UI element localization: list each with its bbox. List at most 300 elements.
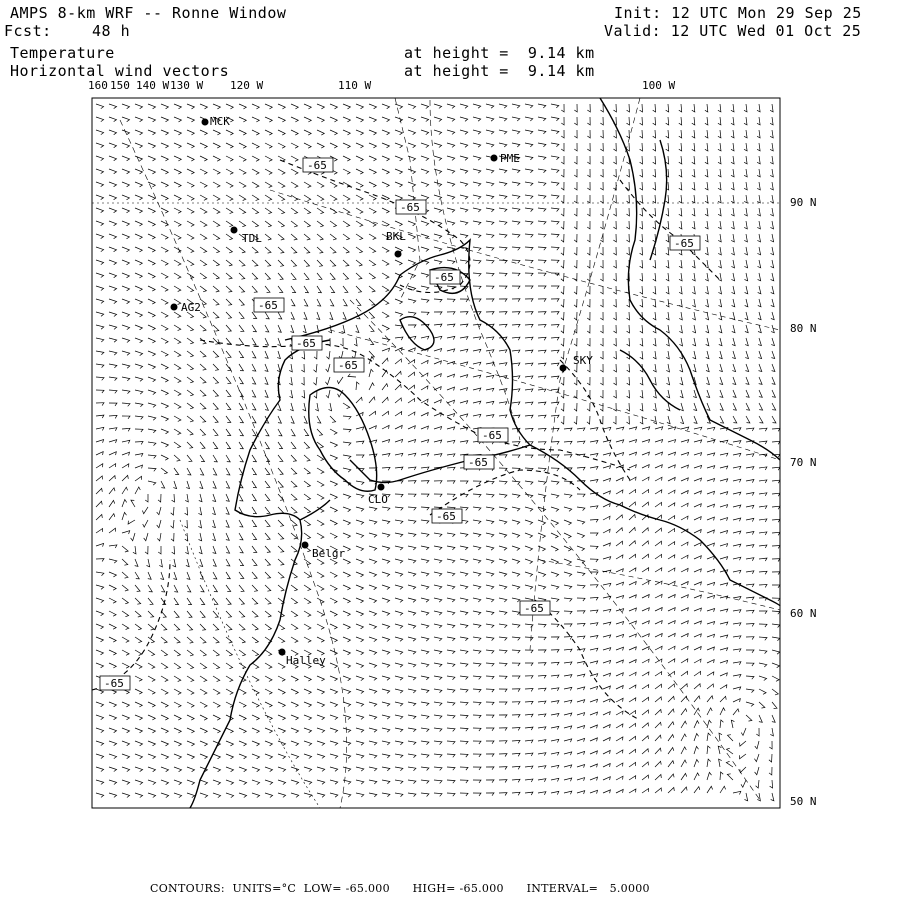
wind-vector <box>538 637 546 640</box>
wind-vector <box>473 481 481 484</box>
wind-vector <box>551 726 559 729</box>
wind-vector <box>174 403 181 408</box>
wind-vector <box>577 623 585 626</box>
wind-vector <box>653 416 656 424</box>
wind-vector <box>640 182 643 190</box>
wind-vector <box>614 325 617 333</box>
wind-vector <box>369 650 377 655</box>
wind-vector <box>148 169 155 174</box>
contour-label-box <box>464 455 494 469</box>
wind-vector <box>512 753 520 756</box>
wind-vector <box>135 793 143 798</box>
wind-vector <box>135 559 138 566</box>
wind-vector <box>226 702 233 707</box>
wind-vector <box>317 195 324 201</box>
wind-vector <box>772 480 780 483</box>
wind-vector <box>200 624 206 630</box>
wind-vector <box>733 709 739 715</box>
wind-vector <box>447 414 455 417</box>
wind-vector <box>705 286 708 294</box>
wind-vector <box>226 299 232 305</box>
wind-vector <box>304 221 310 227</box>
wind-vector <box>590 686 598 689</box>
wind-vector <box>369 507 377 511</box>
wind-vector <box>213 663 220 669</box>
wind-vector <box>538 260 546 263</box>
wind-vector <box>733 687 741 690</box>
wind-vector <box>759 364 762 372</box>
wind-vector <box>343 780 351 784</box>
wind-vector <box>408 650 416 654</box>
wind-vector <box>744 117 747 125</box>
wind-vector <box>769 767 772 775</box>
wind-vector <box>369 533 377 537</box>
wind-vector <box>200 728 207 733</box>
wind-vector <box>600 377 603 385</box>
wind-vector <box>356 611 363 616</box>
wind-vector <box>655 608 662 612</box>
wind-vector <box>330 221 337 227</box>
wind-vector <box>679 182 682 190</box>
wind-vector <box>356 130 363 135</box>
wind-vector <box>265 182 272 188</box>
wind-vector <box>733 544 741 547</box>
wind-vector <box>421 386 428 390</box>
wind-vector <box>200 364 206 370</box>
wind-vector <box>486 130 494 134</box>
wind-vector <box>395 624 403 628</box>
wind-vector <box>122 208 129 213</box>
wind-vector <box>200 286 206 292</box>
wind-vector <box>265 533 270 539</box>
wind-vector <box>629 660 636 663</box>
wind-vector <box>731 260 734 268</box>
wind-vector <box>187 572 190 579</box>
wind-vector <box>161 689 168 694</box>
wind-vector <box>395 546 403 550</box>
contour-line <box>620 180 720 280</box>
wind-vector <box>705 143 708 151</box>
wind-vector <box>252 728 259 733</box>
wind-vector <box>213 572 217 579</box>
wind-vector <box>226 143 233 148</box>
wind-vector <box>772 650 780 654</box>
wind-vector <box>434 312 442 315</box>
wind-vector <box>733 531 741 534</box>
wind-vector <box>679 130 682 138</box>
wind-vector <box>356 559 364 564</box>
wind-vector <box>731 273 734 281</box>
wind-vector <box>720 596 728 599</box>
wind-vector <box>551 376 559 379</box>
wind-vector <box>278 559 284 565</box>
wind-vector <box>486 507 494 511</box>
wind-vector <box>369 143 376 148</box>
wind-vector <box>707 479 715 482</box>
wind-vector <box>109 234 117 239</box>
wind-vector <box>252 130 259 135</box>
coastline-east <box>530 445 780 606</box>
wind-vector <box>109 754 117 759</box>
wind-vector <box>564 739 572 742</box>
wind-vector <box>434 299 442 302</box>
wind-vector <box>706 338 709 346</box>
wind-vector <box>640 117 643 125</box>
wind-vector <box>732 325 735 333</box>
contour-label-box <box>670 236 700 250</box>
wind-vector <box>719 338 722 346</box>
wind-vector <box>642 762 648 767</box>
wind-vector <box>473 572 481 576</box>
wind-vector <box>174 728 181 733</box>
wind-vector <box>525 234 533 237</box>
wind-vector <box>317 299 321 306</box>
wind-vector <box>343 533 350 538</box>
wind-vector <box>473 520 481 524</box>
wind-vector <box>96 377 104 380</box>
wind-vector <box>655 684 662 689</box>
wind-vector <box>616 789 623 793</box>
wind-vector <box>616 478 623 482</box>
wind-vector <box>577 533 585 538</box>
wind-vector <box>356 481 364 485</box>
wind-vector <box>434 793 442 796</box>
wind-vector <box>109 741 117 746</box>
wind-vector <box>551 169 559 173</box>
wind-vector <box>705 156 708 164</box>
wind-vector <box>512 350 520 353</box>
wind-vector <box>369 338 374 345</box>
wind-vector <box>447 143 455 147</box>
wind-vector <box>616 528 622 533</box>
wind-vector <box>369 546 377 551</box>
wind-vector <box>356 624 363 629</box>
wind-vector <box>408 637 416 641</box>
wind-vector <box>369 104 377 109</box>
wind-vector <box>382 358 388 364</box>
wind-vector <box>135 465 143 468</box>
wind-vector <box>707 582 715 585</box>
wind-vector <box>447 598 455 602</box>
wind-vector <box>252 416 256 423</box>
wind-vector <box>705 234 708 242</box>
wind-vector <box>681 452 689 455</box>
wind-vector <box>681 721 687 728</box>
wind-vector <box>96 452 103 455</box>
wind-vector <box>408 572 416 576</box>
wind-vector <box>655 722 661 728</box>
wind-vector <box>538 428 546 431</box>
wind-vector <box>640 351 643 359</box>
wind-vector <box>174 130 181 135</box>
wind-vector <box>408 533 416 537</box>
wind-vector <box>694 787 700 793</box>
wind-vector <box>564 662 572 665</box>
wind-vector <box>148 455 156 458</box>
wind-vector <box>328 325 331 333</box>
wind-vector <box>720 635 728 638</box>
wind-vector <box>421 702 429 706</box>
wind-vector <box>212 520 215 528</box>
wind-vector <box>525 663 533 666</box>
wind-vector <box>603 543 610 546</box>
wind-vector <box>655 621 662 624</box>
wind-vector <box>304 754 312 759</box>
wind-vector <box>512 182 520 186</box>
wind-vector <box>681 440 689 443</box>
wind-vector <box>421 533 429 537</box>
wind-vector <box>538 701 546 704</box>
wind-vector <box>330 624 337 629</box>
wind-vector <box>161 169 168 174</box>
wind-vector <box>252 650 259 656</box>
wind-vector <box>769 741 772 749</box>
wind-vector <box>304 572 311 578</box>
wind-vector <box>758 325 761 333</box>
wind-vector <box>239 390 243 397</box>
wind-vector <box>226 416 231 423</box>
wind-vector <box>731 130 734 138</box>
contour-label-text: -65 <box>400 201 420 214</box>
wind-vector <box>278 104 285 109</box>
wind-vector <box>538 169 546 173</box>
wind-vector <box>148 208 155 213</box>
wind-vector <box>512 689 520 692</box>
wind-vector <box>746 637 754 640</box>
wind-vector <box>325 377 330 385</box>
wind-vector <box>395 439 403 442</box>
wind-vector <box>174 234 181 239</box>
wind-vector <box>772 585 780 588</box>
wind-vector <box>226 598 231 604</box>
wind-vector <box>395 650 403 654</box>
wind-vector <box>343 598 350 603</box>
wind-vector <box>135 416 143 419</box>
wind-vector <box>369 397 375 403</box>
wind-vector <box>692 312 695 320</box>
wind-vector <box>525 389 533 392</box>
wind-vector <box>616 622 624 625</box>
wind-vector <box>538 455 546 458</box>
wind-vector <box>564 559 571 564</box>
wind-vector <box>694 517 701 520</box>
wind-vector <box>226 611 232 617</box>
wind-vector <box>239 286 245 292</box>
wind-vector <box>727 748 734 754</box>
wind-vector <box>600 195 603 203</box>
wind-vector <box>187 442 193 448</box>
wind-vector <box>551 221 559 224</box>
wind-vector <box>135 637 142 643</box>
wind-vector <box>252 351 256 358</box>
wind-vector <box>707 786 713 793</box>
wind-vector <box>277 351 280 359</box>
wind-vector <box>369 169 376 174</box>
wind-vector <box>640 104 643 112</box>
wind-vector <box>629 789 636 793</box>
wind-vector <box>460 546 468 550</box>
wind-vector <box>681 595 688 598</box>
wind-vector <box>726 761 733 767</box>
wind-vector <box>616 647 624 650</box>
wind-vector <box>668 427 676 430</box>
wind-vector <box>330 650 337 655</box>
wind-vector <box>278 312 282 319</box>
wind-vector <box>447 585 455 589</box>
wind-vector <box>265 429 269 436</box>
wind-vector <box>421 637 429 641</box>
wind-vector <box>434 208 442 212</box>
wind-vector <box>486 741 494 744</box>
wind-vector <box>187 325 194 331</box>
wind-vector <box>460 728 468 731</box>
wind-vector <box>759 506 767 509</box>
wind-vector <box>278 403 281 411</box>
wind-vector <box>265 494 270 500</box>
wind-vector <box>587 208 590 216</box>
wind-vector <box>512 455 520 458</box>
wind-vector <box>291 429 295 436</box>
wind-vector <box>382 286 389 292</box>
wind-vector <box>330 117 337 122</box>
wind-vector <box>746 377 749 384</box>
wind-vector <box>356 793 364 797</box>
wind-vector <box>122 793 130 798</box>
contour-label-box <box>334 358 364 372</box>
wind-vector <box>356 221 363 227</box>
wind-vector <box>434 598 442 602</box>
wind-vector <box>200 585 204 592</box>
wind-vector <box>720 416 724 423</box>
wind-vector <box>655 541 662 546</box>
wind-vector <box>148 286 155 291</box>
wind-vector <box>499 754 507 757</box>
wind-vector <box>564 700 572 703</box>
wind-vector <box>200 312 206 318</box>
wind-vector <box>369 411 376 416</box>
wind-vector <box>473 585 481 589</box>
wind-vector <box>538 234 546 237</box>
wind-vector <box>434 624 442 628</box>
wind-vector <box>473 156 481 160</box>
wind-vector <box>265 130 272 135</box>
wind-vector <box>434 427 442 430</box>
wind-vector <box>525 182 533 186</box>
wind-vector <box>369 624 377 629</box>
wind-vector <box>668 477 675 481</box>
wind-vector <box>213 208 220 214</box>
wind-vector <box>434 349 442 352</box>
wind-vector <box>226 182 233 187</box>
wind-vector <box>551 559 558 564</box>
wind-vector <box>486 388 494 391</box>
wind-vector <box>239 325 244 332</box>
wind-vector <box>187 130 194 135</box>
wind-vector <box>720 557 728 560</box>
wind-vector <box>408 585 416 589</box>
wind-vector <box>408 412 415 416</box>
wind-vector <box>317 312 320 320</box>
wind-vector <box>278 338 281 346</box>
wind-vector <box>473 208 481 212</box>
wind-vector <box>771 351 774 359</box>
wind-vector <box>681 542 688 546</box>
wind-vector <box>561 299 564 307</box>
wind-vector <box>613 312 616 320</box>
wind-vector <box>551 428 559 431</box>
wind-vector <box>265 546 270 552</box>
station-label: Belgr <box>312 547 346 560</box>
wind-vector <box>653 169 656 177</box>
wind-vector <box>486 728 494 731</box>
wind-vector <box>239 260 245 266</box>
wind-vector <box>421 585 429 589</box>
wind-vector <box>538 779 546 782</box>
wind-vector <box>343 637 350 642</box>
contour-label-box <box>478 428 508 442</box>
wind-vector <box>613 390 616 398</box>
wind-vector <box>161 780 169 785</box>
wind-vector <box>613 273 616 281</box>
wind-vector <box>200 702 207 707</box>
wind-vector <box>161 754 169 759</box>
wind-vector <box>213 156 220 161</box>
wind-vector <box>600 390 603 398</box>
wind-vector <box>600 403 603 411</box>
wind-vector <box>574 156 577 164</box>
wind-vector <box>330 416 336 422</box>
wind-vector <box>733 636 741 639</box>
wind-vector <box>187 247 194 253</box>
wind-vector <box>473 388 481 391</box>
wind-vector <box>627 403 630 411</box>
wind-vector <box>109 440 117 443</box>
wind-vector <box>304 767 312 772</box>
wind-vector <box>158 494 161 502</box>
wind-vector <box>707 569 715 572</box>
wind-vector <box>733 610 741 613</box>
wind-vector <box>315 403 318 411</box>
wind-vector <box>302 390 305 398</box>
wind-vector <box>226 208 233 214</box>
wind-vector <box>603 557 611 560</box>
wind-vector <box>395 598 403 602</box>
wind-vector <box>408 546 416 550</box>
wind-vector <box>694 746 699 754</box>
wind-vector <box>590 428 598 431</box>
wind-vector <box>291 793 299 797</box>
wind-vector <box>395 453 403 456</box>
wind-vector <box>330 572 337 577</box>
wind-vector <box>265 741 272 746</box>
wind-vector <box>460 130 468 134</box>
wind-vector <box>746 403 750 410</box>
wind-vector <box>434 702 442 706</box>
wind-vector <box>291 520 297 526</box>
wind-vector <box>421 741 429 745</box>
wind-vector <box>667 390 670 398</box>
wind-vector <box>343 715 351 720</box>
wind-vector <box>187 624 193 630</box>
wind-vector <box>525 650 533 653</box>
wind-vector <box>213 689 220 694</box>
wind-vector <box>600 351 603 359</box>
wind-vector <box>681 503 688 507</box>
wind-vector <box>512 494 520 498</box>
wind-vector <box>187 260 194 266</box>
wind-vector <box>512 792 520 795</box>
wind-vector <box>759 611 767 614</box>
